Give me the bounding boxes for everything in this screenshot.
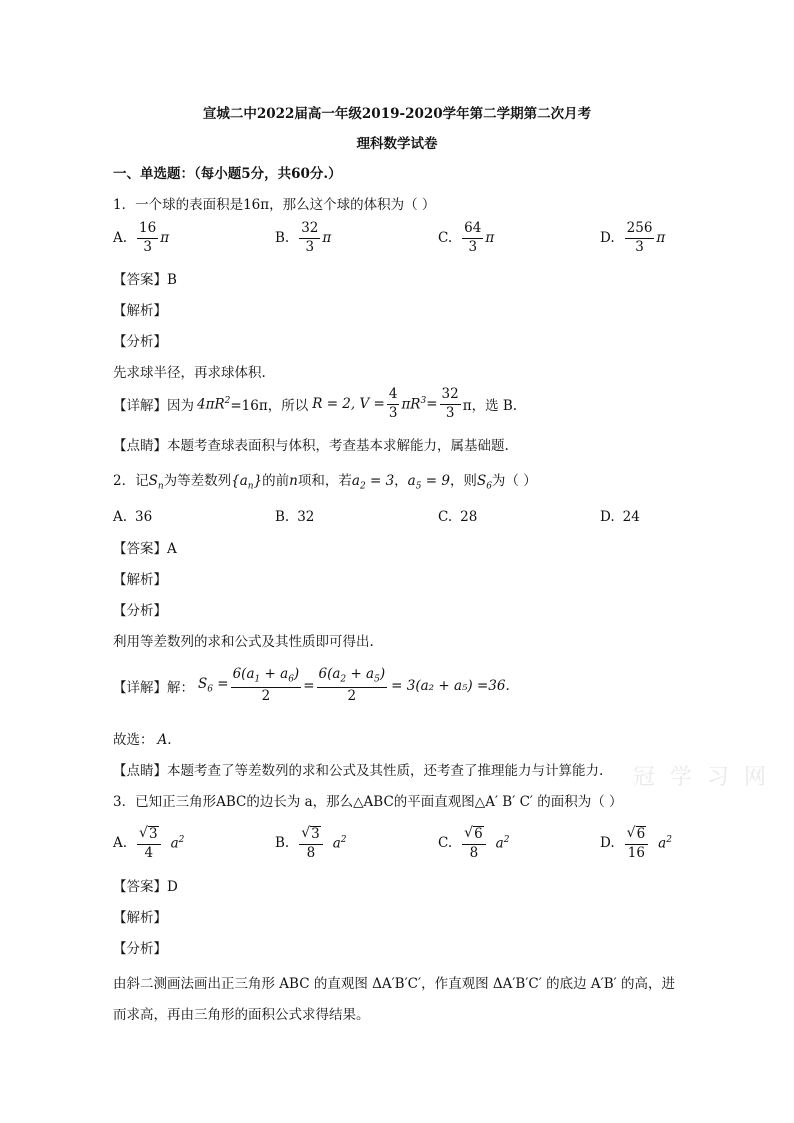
math-s6: $S_6$	[476, 473, 492, 492]
q3-option-d: D. √ 6 16 $a^2$	[600, 825, 672, 861]
frac-den: 3	[305, 238, 315, 255]
option-letter: D.	[600, 509, 615, 525]
q2-detail	[113, 668, 510, 703]
guxuan-letter: A	[157, 732, 168, 748]
q2-answer	[113, 540, 177, 558]
guxuan-end: .	[167, 732, 172, 748]
q2-option-d	[600, 509, 640, 525]
math-seq: $\{a_n\}$	[231, 473, 263, 492]
q1-option-c	[438, 222, 494, 254]
pi-symbol: π	[160, 230, 170, 246]
q3-option-a: A. √ 3 4 $a^2$	[113, 825, 185, 861]
frac-den: 8	[306, 844, 316, 861]
formula-part: πR	[401, 396, 421, 413]
q1-fenxi-text: 先求球半径，再求球体积.	[113, 365, 266, 381]
detail-text: 因为	[167, 398, 194, 414]
q3-answer	[113, 878, 178, 896]
stem-text: ，	[394, 473, 408, 489]
stem-text: 2．记	[113, 473, 149, 489]
option-letter: B.	[275, 835, 290, 852]
question-2-stem	[113, 472, 537, 496]
math-s-n: $S_n$	[148, 473, 164, 492]
frac-num: $6(a_1 + a_6)$	[231, 668, 302, 688]
answer-value: A	[167, 541, 177, 557]
frac-num: 32	[440, 388, 461, 405]
answer-label: 【答案】	[113, 541, 167, 557]
pi-symbol: π	[322, 230, 332, 246]
option-letter: A.	[113, 509, 128, 525]
radicand: 6	[636, 826, 646, 842]
option-letter: A.	[113, 835, 128, 852]
option-value: 36	[135, 509, 153, 525]
frac-num: 32	[299, 222, 320, 239]
guxuan-text: 故选：	[113, 732, 154, 748]
comment-label: 【点睛】	[113, 763, 167, 779]
q3-fenxi-line-2: 而求高，再由三角形的面积公式求得结果。	[113, 1007, 370, 1023]
stem-text: 的前	[262, 473, 290, 489]
formula-part: 4πR	[197, 396, 225, 413]
detail-text: 解：	[167, 679, 194, 696]
q1-answer	[113, 271, 177, 289]
detail-text: =16π，所以	[230, 398, 309, 414]
comment-text: 本题考查球表面积与体积，考查基本求解能力，属基础题.	[167, 438, 509, 454]
frac-den: 4	[144, 844, 154, 861]
equals: =	[303, 677, 315, 694]
q3-analysis-label: 【解析】	[113, 910, 167, 926]
q2-option-a	[113, 509, 152, 525]
frac-den: 8	[469, 844, 479, 861]
q1-option-a	[113, 222, 169, 254]
q3-option-b: B. √ 3 8 $a^2$	[275, 825, 347, 861]
q3-fenxi-label: 【分析】	[113, 941, 167, 957]
detail-label: 【详解】	[113, 679, 167, 696]
math-a-squared: $a^2$	[495, 834, 510, 852]
option-value: 32	[297, 509, 315, 525]
stem-text: 项和，若	[297, 473, 352, 489]
option-letter: C.	[438, 230, 453, 246]
answer-label: 【答案】	[113, 272, 167, 288]
option-letter: A.	[113, 230, 128, 246]
option-letter: B.	[275, 230, 290, 246]
option-value: 28	[460, 509, 478, 525]
math-a-squared: $a^2$	[658, 834, 672, 852]
frac-den: 2	[347, 687, 357, 704]
q2-guxuan	[113, 731, 172, 749]
option-letter: C.	[438, 509, 453, 525]
frac-den: 2	[261, 687, 271, 704]
frac-num: 16	[137, 222, 158, 239]
q3-option-c: C. √ 6 8 $a^2$	[438, 825, 510, 861]
option-letter: C.	[438, 835, 453, 852]
pi-symbol: π	[656, 230, 666, 246]
document-title: 宣城二中2022届高一年级2019-2020学年第二学期第二次月考	[202, 106, 592, 122]
radicand: 6	[474, 826, 483, 842]
stem-text: 为等差数列	[163, 473, 232, 489]
math-s6: $S_6$ =	[198, 676, 229, 695]
math-a2: $a_2 = 3$	[351, 473, 395, 492]
frac-num: 64	[462, 222, 483, 239]
radicand: 3	[311, 826, 320, 842]
math-n: n	[289, 473, 298, 489]
frac-num: 4	[387, 388, 400, 405]
frac-den: 3	[635, 238, 644, 255]
detail-label: 【详解】	[113, 398, 167, 414]
radicand: 3	[148, 826, 158, 842]
stem-text: 为（ ）	[491, 473, 537, 489]
question-3-stem: 3．已知正三角形ABC的边长为 a，那么△ABC的平面直观图△A′ B′ C′ 的面积为（ ）	[113, 794, 623, 810]
q3-fenxi-line-1: 由斜二测画法画出正三角形 ABC 的直观图 ΔA′B′C′，作直观图 ΔA′B′C′ 的底边 A′B′ 的高，进	[113, 976, 675, 992]
math-a-squared: $a^2$	[332, 834, 347, 852]
answer-value: B	[167, 272, 177, 288]
watermark-text: 冠 学 习 网	[633, 765, 770, 790]
section-heading: 一、单选题：（每小题5分，共60分.）	[113, 166, 342, 182]
q2-option-b	[275, 509, 314, 525]
q1-option-b	[275, 222, 331, 254]
math-a-squared: $a^2$	[170, 834, 185, 852]
q2-fenxi-label: 【分析】	[113, 603, 167, 619]
answer-label: 【答案】	[113, 879, 167, 895]
q2-analysis-label: 【解析】	[113, 572, 167, 588]
frac-num: $6(a_2 + a_5)$	[317, 668, 388, 688]
frac-num: 256	[625, 222, 655, 239]
comment-label: 【点睛】	[113, 438, 167, 454]
q1-comment	[113, 437, 509, 455]
pi-symbol: π	[485, 230, 495, 246]
q2-option-c	[438, 509, 477, 525]
frac-den: 16	[627, 844, 645, 861]
question-1-stem: 1．一个球的表面积是16π，那么这个球的体积为（ ）	[113, 197, 436, 213]
q1-fenxi-label: 【分析】	[113, 334, 167, 350]
option-letter: B.	[275, 509, 290, 525]
q2-comment	[113, 762, 603, 780]
q1-analysis-label: 【解析】	[113, 303, 167, 319]
frac-den: 3	[445, 404, 455, 421]
document-subtitle: 理科数学试卷	[356, 136, 438, 152]
q1-detail: 【详解】 因为 $4\pi R^2$ =16π，所以 R = 2, V = $\frac{4}{3}$ $\pi R^3$ = $\frac{32}{3}$ π，选 B.	[113, 386, 518, 421]
stem-text: ，则	[449, 473, 477, 489]
q1-option-d	[600, 222, 665, 254]
formula-part: =	[426, 396, 438, 412]
detail-text: π，选 B.	[462, 398, 518, 414]
formula-part: R = 2, V =	[312, 396, 385, 412]
answer-value: D	[167, 879, 178, 895]
q2-fenxi-text: 利用等差数列的求和公式及其性质即可得出.	[113, 634, 374, 650]
math-a5: $a_5 = 9$	[407, 473, 450, 492]
detail-text: = 3(a₂ + a₅) =36.	[391, 677, 510, 694]
frac-den: 3	[388, 404, 398, 421]
option-letter: D.	[600, 230, 615, 246]
comment-text: 本题考查了等差数列的求和公式及其性质，还考查了推理能力与计算能力.	[167, 763, 604, 779]
option-value: 24	[622, 509, 640, 525]
frac-den: 3	[143, 238, 152, 255]
option-letter: D.	[600, 835, 615, 852]
frac-den: 3	[468, 238, 478, 255]
